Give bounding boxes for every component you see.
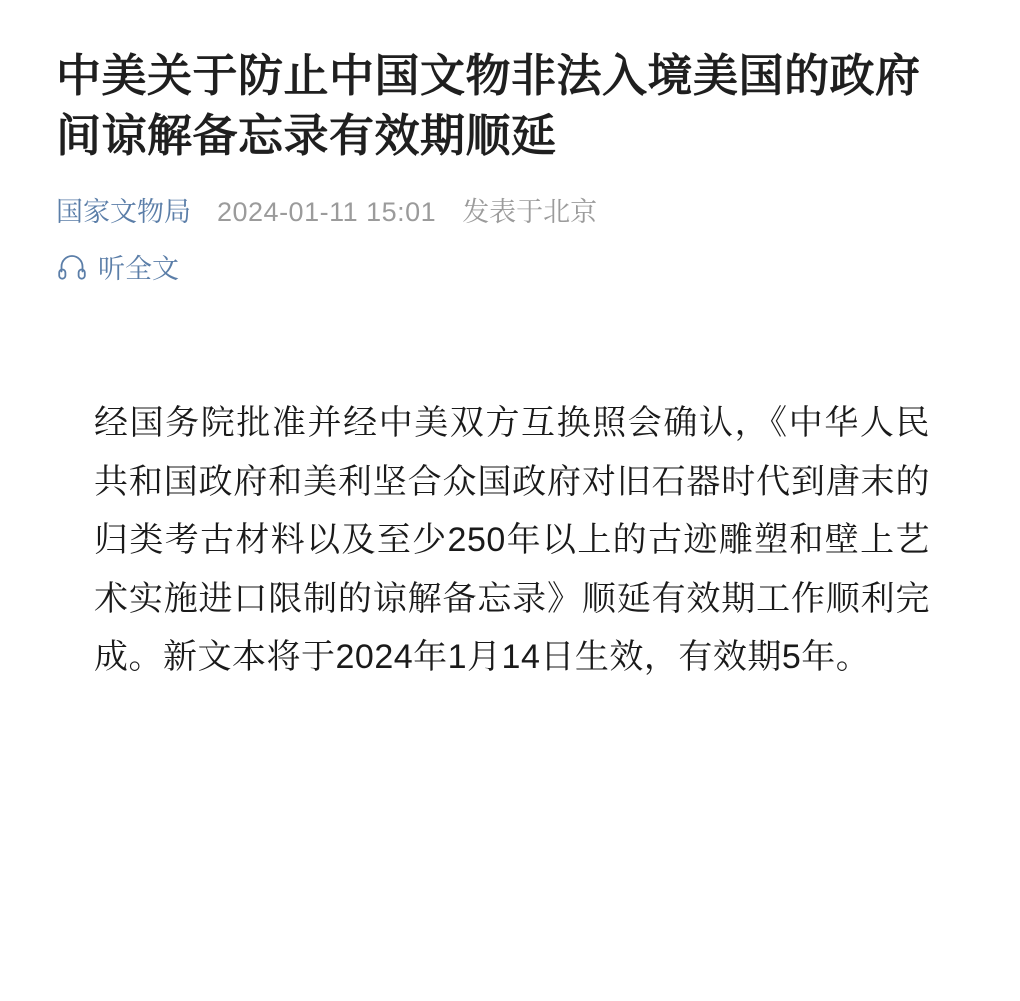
listen-full-text-label: 听全文 [98,254,179,285]
article-paragraph: 经国务院批准并经中美双方互换照会确认，《中华人民共和国政府和美利坚合众国政府对旧石器时代到唐末的归类考古材料以及至少250年以上的古迹雕塑和壁上艺术实施进口限制的谅解备忘录》顺延有效期工作顺利完成。新文本将于2024年1月14日生效，有效期5年。 [94,404,930,677]
page-title: 中美关于防止中国文物非法入境美国的政府间谅解备忘录有效期顺延 [56,50,921,161]
headphone-icon [56,251,88,283]
listen-full-text-button[interactable] [56,247,964,286]
article-body [56,394,964,686]
article-meta [56,194,964,232]
publish-location: 发表于北京 [462,196,598,227]
publish-datetime: 2024-01-11 15:01 [217,196,437,227]
publisher-account-link[interactable]: 国家文物局 [56,196,191,227]
